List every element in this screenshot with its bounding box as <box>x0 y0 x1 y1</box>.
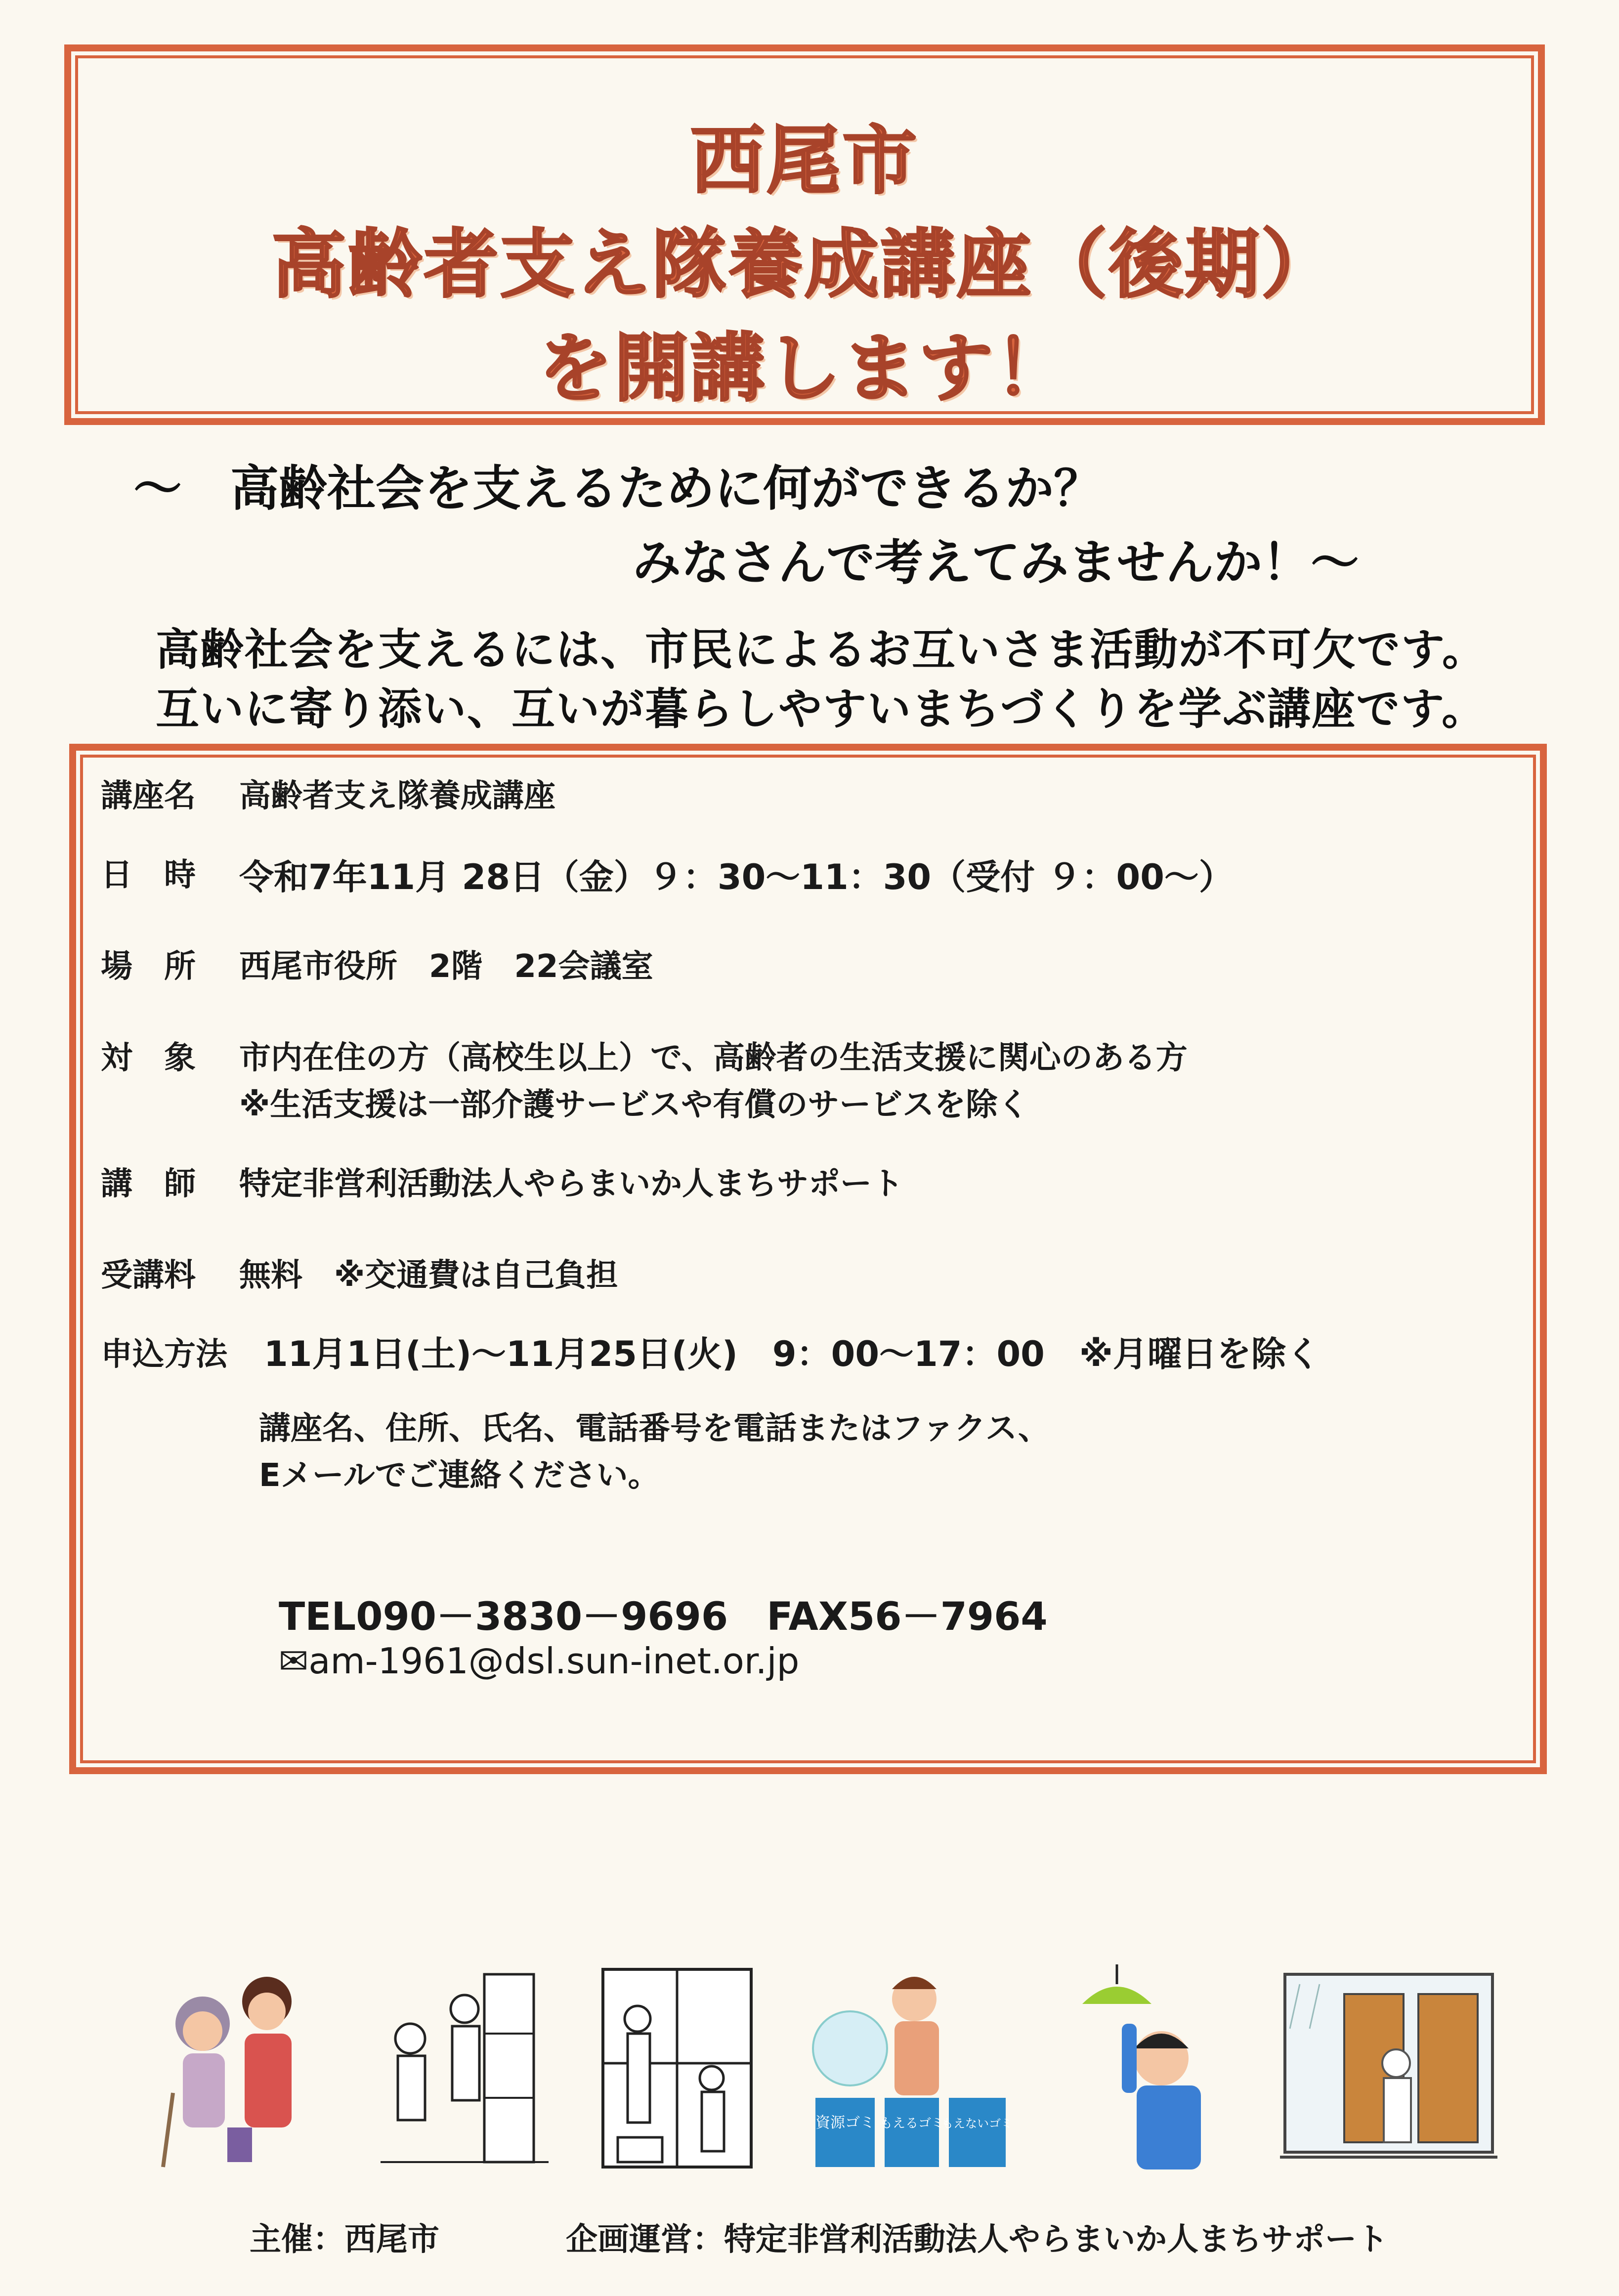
subtitle-line-2: みなさんで考えてみませんか！～ <box>633 535 1360 591</box>
bin-resource-label: 資源ゴミ <box>815 2114 875 2131</box>
host-text: 主催：西尾市 <box>250 2221 439 2258</box>
datetime-label: 日 時 <box>101 857 196 893</box>
apply-label: 申込方法 <box>101 1336 227 1373</box>
subtitle-line-1: ～ 高齢社会を支えるために何ができるか？ <box>133 461 1103 517</box>
intro-line-2: 互いに寄り添い、互いが暮らしやすいまちづくりを学ぶ講座です。 <box>156 683 1487 734</box>
bin-nonburnable-label: もえないゴミ <box>941 2117 1013 2130</box>
course-value: 高齢者支え隊養成講座 <box>239 778 555 814</box>
title-frame <box>64 44 1545 425</box>
apply-value: 11月1日(土)～11月25日(火) 9：00～17：00 ※月曜日を除く <box>264 1334 1321 1374</box>
target-label: 対 象 <box>101 1040 196 1076</box>
email-address[interactable]: am-1961@dsl.sun-inet.or.jp <box>308 1640 800 1682</box>
title-line-3: を開講します！ <box>538 326 1071 412</box>
lecturer-label: 講 師 <box>101 1166 196 1202</box>
title-line-2: 高齢者支え隊養成講座（後期） <box>271 222 1337 308</box>
tel-fax: TEL090－3830－9696 FAX56－7964 <box>279 1595 1048 1639</box>
datetime-value: 令和7年11月 28日（金）９：30～11：30（受付 ９：00～） <box>239 857 1234 897</box>
fee-label: 受講料 <box>101 1257 196 1294</box>
apply-note-1: 講座名、住所、氏名、電話番号を電話またはファクス、 <box>259 1410 1050 1447</box>
intro-line-1: 高齢社会を支えるには、市民によるお互いさま活動が不可欠です。 <box>156 624 1487 675</box>
storm-shutters-illustration <box>1280 1964 1497 2172</box>
lecturer-value: 特定非営利活動法人やらまいか人まちサポート <box>239 1166 903 1202</box>
title-line-1: 西尾市 <box>690 118 919 204</box>
course-label: 講座名 <box>101 778 196 814</box>
target-value: 市内在住の方（高校生以上）で、高齢者の生活支援に関心のある方 <box>239 1040 1188 1076</box>
garbage-sorting-illustration <box>810 1964 1028 2172</box>
helping-elderly-illustration <box>148 1964 326 2172</box>
email-line <box>279 1640 799 1682</box>
apply-note-2: Eメールでご連絡ください。 <box>259 1457 660 1494</box>
target-note: ※生活支援は一部介護サービスや有償のサービスを除く <box>239 1087 1029 1123</box>
organizer-text: 企画運営：特定非営利活動法人やらまいか人まちサポート <box>566 2221 1388 2258</box>
bin-burnable-label: もえるゴミ <box>879 2116 944 2131</box>
fee-value: 無料 ※交通費は自己負担 <box>239 1257 618 1294</box>
info-frame <box>69 744 1547 1774</box>
moving-shelf-illustration <box>381 1964 549 2172</box>
light-bulb-change-illustration <box>1067 1964 1245 2172</box>
window-cleaning-illustration <box>598 1964 756 2172</box>
place-value: 西尾市役所 2階 22会議室 <box>239 948 653 985</box>
envelope-icon: ✉ <box>279 1640 309 1682</box>
place-label: 場 所 <box>101 948 196 985</box>
